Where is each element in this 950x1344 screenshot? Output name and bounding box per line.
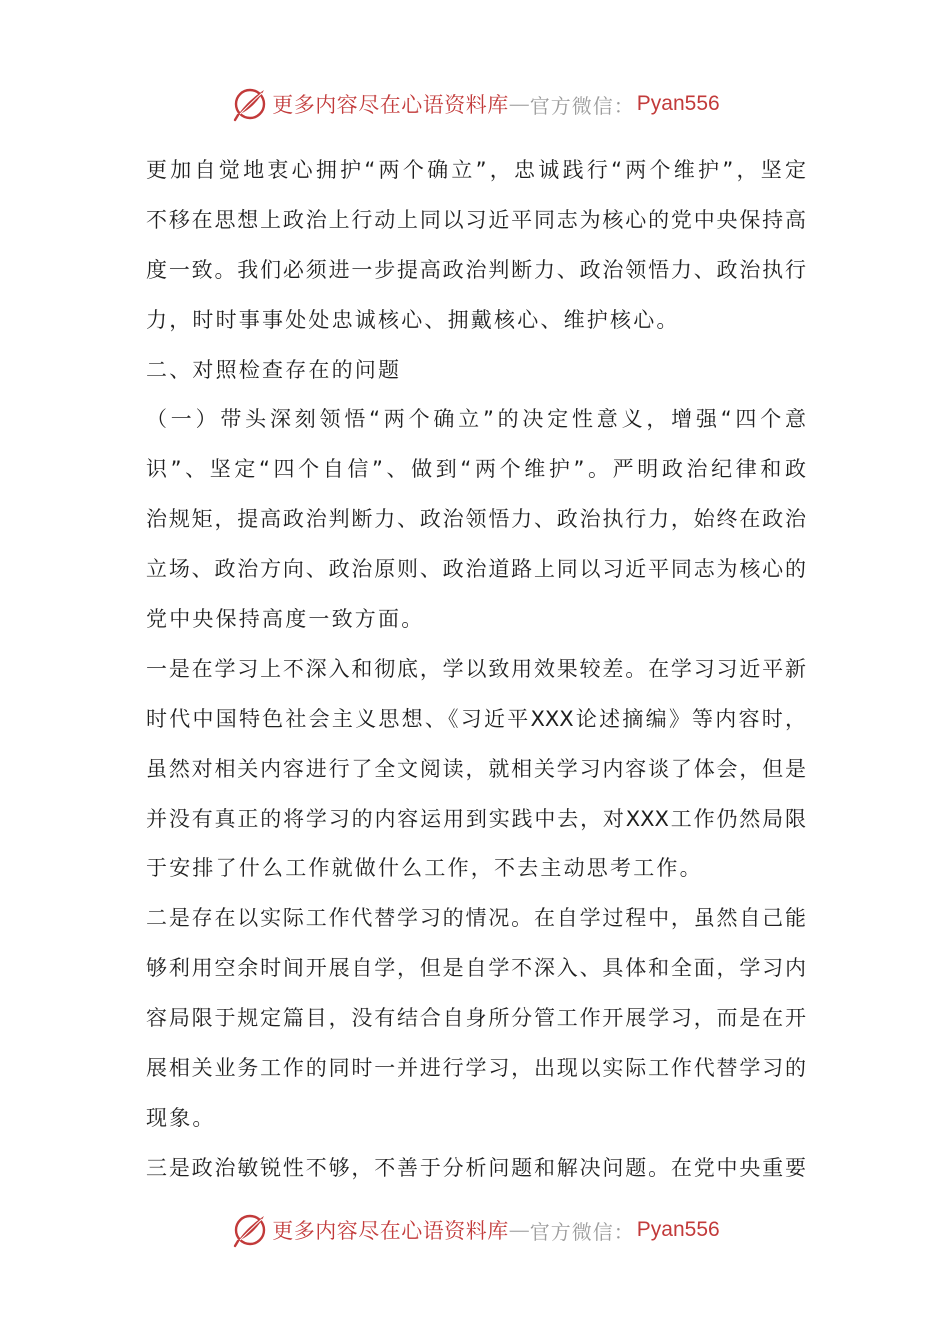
text-line: 不移在思想上政治上行动上同以习近平同志为核心的党中央保持高 [146,207,806,232]
text-line: （一）带头深刻领悟“两个确立”的决定性意义，增强“四个意 [146,407,806,432]
footer-banner [0,1208,950,1252]
header-banner [0,82,950,126]
text-line: 力，时时事事处处忠诚核心、拥戴核心、维护核心。 [146,307,680,332]
text-line: 识”、坚定“四个自信”、做到“两个维护”。严明政治纪律和政 [146,457,806,482]
wechat-id: Pyan556 [636,1218,720,1241]
text-line: 更加自觉地衷心拥护“两个确立”，忠诚践行“两个维护”，坚定 [146,158,806,182]
text-line: 现象。 [146,1105,216,1130]
text-line: 展相关业务工作的同时一并进行学习，出现以实际工作代替学习的 [146,1056,806,1081]
wechat-id: Pyan556 [636,92,720,115]
text-line: 容局限于规定篇目，没有结合自身所分管工作开展学习，而是在开 [146,1006,806,1031]
wechat-label: 官方微信： [529,1219,635,1244]
text-line: 一是在学习上不深入和彻底，学以致用效果较差。在学习习近平新 [146,656,806,681]
text-line: 二是存在以实际工作代替学习的情况。在自学过程中，虽然自己能 [146,906,806,931]
wechat-label: 官方微信： [529,93,635,118]
text-line: 够利用空余时间开展自学，但是自学不深入、具体和全面，学习内 [146,956,806,981]
text-line: 时代中国特色社会主义思想、《习近平XXX论述摘编》等内容时， [146,706,806,731]
text-line: 虽然对相关内容进行了全文阅读，就相关学习内容谈了体会，但是 [146,756,806,781]
text-line: 党中央保持高度一致方面。 [146,607,425,632]
banner-separator: — [508,1218,530,1242]
brand-text: 更多内容尽在心语资料库 [272,1219,509,1243]
banner-separator: — [508,92,530,116]
text-line: 于安排了什么工作就做什么工作，不去主动思考工作。 [146,856,703,881]
document-body [146,146,806,1194]
text-line: 立场、政治方向、政治原则、政治道路上同以习近平同志为核心的 [146,557,806,582]
text-line: 治规矩，提高政治判断力、政治领悟力、政治执行力，始终在政治 [146,507,806,532]
quill-logo-icon [230,84,270,124]
text-line: 三是政治敏锐性不够，不善于分析问题和解决问题。在党中央重要 [146,1155,806,1180]
quill-logo-icon [230,1210,270,1250]
brand-text: 更多内容尽在心语资料库 [272,93,509,117]
text-line: 二、对照检查存在的问题 [146,357,402,382]
text-line: 度一致。我们必须进一步提高政治判断力、政治领悟力、政治执行 [146,257,806,282]
text-line: 并没有真正的将学习的内容运用到实践中去，对XXX工作仍然局限 [146,806,806,831]
